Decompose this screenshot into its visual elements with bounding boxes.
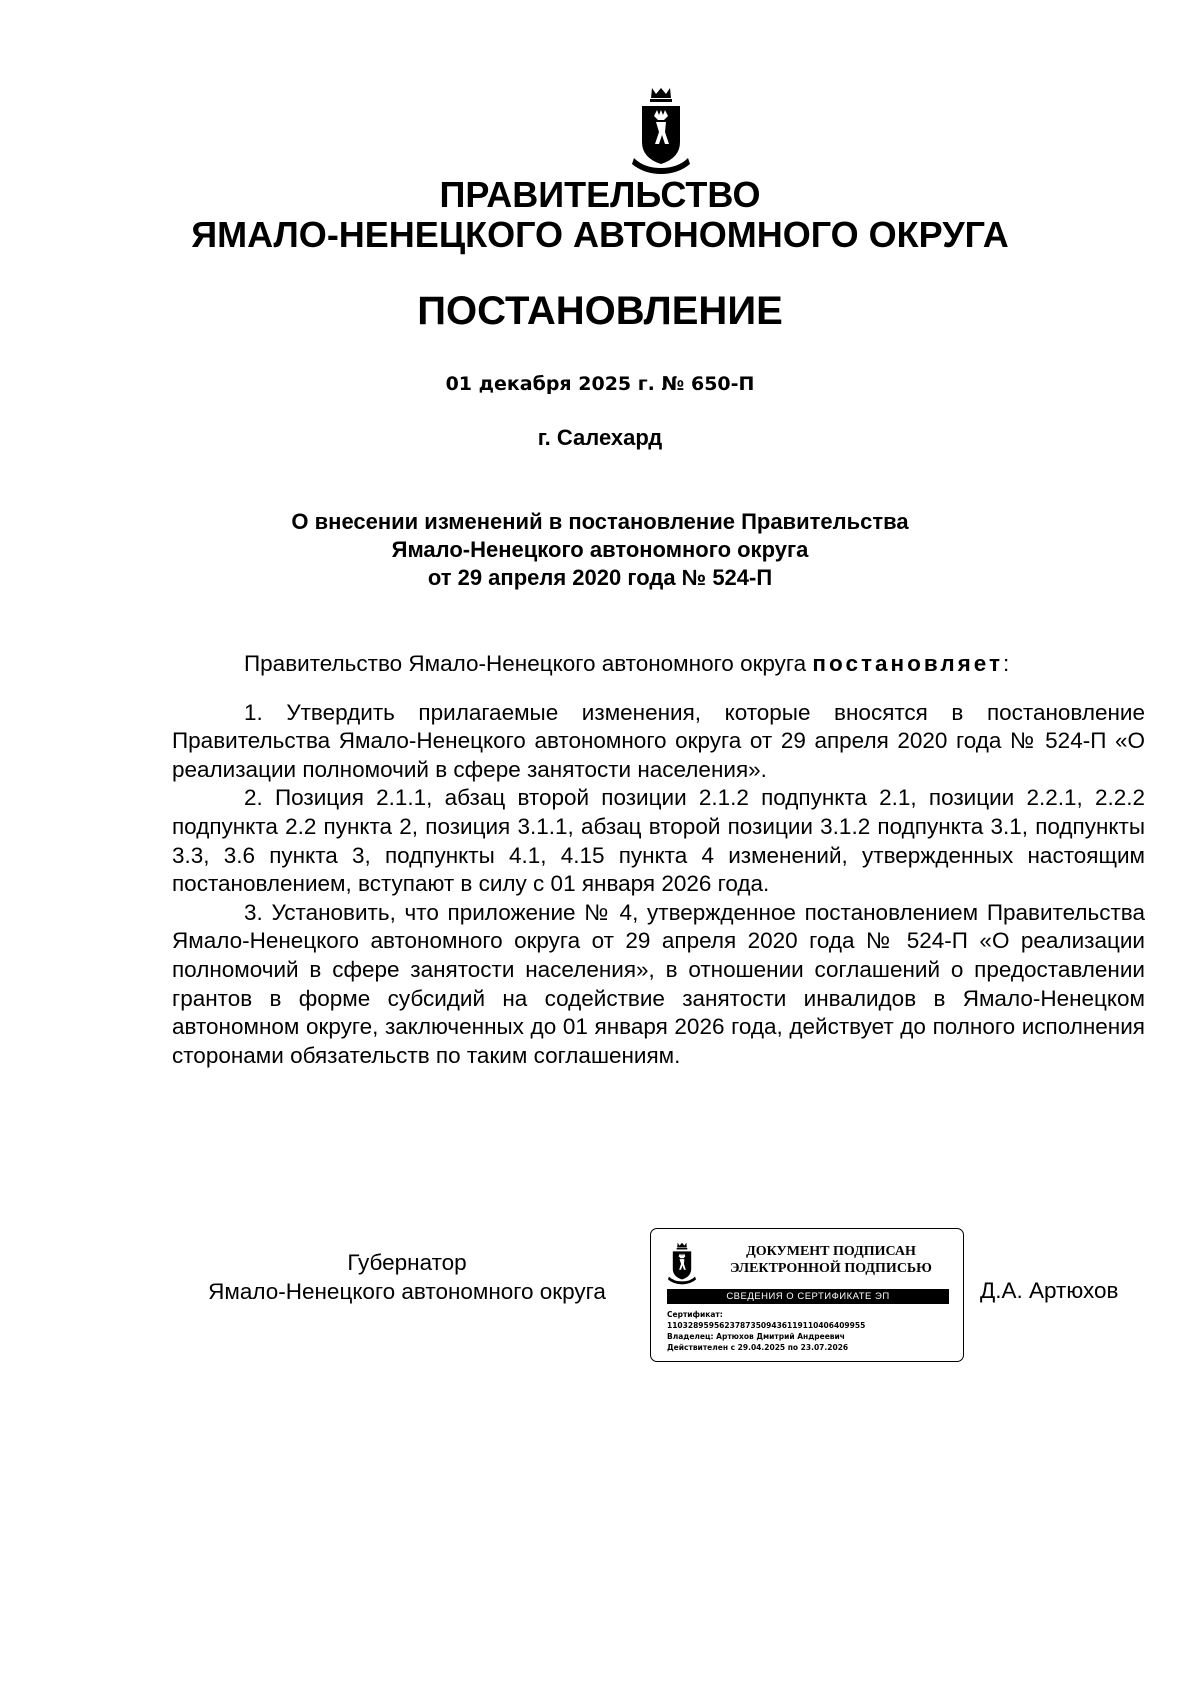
electronic-signature-stamp bbox=[650, 1228, 964, 1362]
coat-of-arms-icon bbox=[630, 86, 692, 178]
document-date-number: 01 декабря 2025 г. № 650-П bbox=[445, 373, 755, 395]
stamp-certificate-bar: СВЕДЕНИЯ О СЕРТИФИКАТЕ ЭП bbox=[667, 1289, 949, 1304]
intro-text: Правительство Ямало-Ненецкого автономного округа bbox=[244, 651, 813, 676]
stamp-title-line2: ЭЛЕКТРОННОЙ ПОДПИСЬЮ bbox=[730, 1261, 932, 1276]
subject-line-1: О внесении изменений в постановление Правительства bbox=[291, 509, 909, 534]
signatory-position-line1: Губернатор bbox=[347, 1250, 467, 1275]
document-subject bbox=[0, 508, 1200, 592]
stamp-certificate-details bbox=[667, 1309, 957, 1353]
stamp-coat-of-arms-icon bbox=[667, 1241, 697, 1287]
stamp-validity: Действителен с 29.04.2025 по 23.07.2026 bbox=[667, 1343, 849, 1352]
stamp-title bbox=[711, 1243, 951, 1277]
subject-line-2: Ямало-Ненецкого автономного округа bbox=[391, 537, 809, 562]
body-item-3: 3. Установить, что приложение № 4, утвержденное постановлением Правительства Ямало-Ненецкого автономного округа от 29 апреля 2020 года № 524-П «О реализации полномочий в сфере занятости населения», в отношении соглашений о предоставлении грантов в форме субсидий на содействие занятости инвалидов в Ямало-Ненецком автономном округе, заключенных до 01 января 2026 года, действует до полного исполнения сторонами обязательств по таким соглашениям. bbox=[172, 899, 1145, 1068]
intro-paragraph bbox=[172, 650, 1145, 679]
org-name-line1: ПРАВИТЕЛЬСТВО bbox=[439, 174, 761, 215]
stamp-cert-number: 11032895956237873509436119110406409955 bbox=[667, 1321, 866, 1330]
intro-verb: постановляет bbox=[812, 651, 1004, 676]
body-item-1: 1. Утвердить прилагаемые изменения, которые вносятся в постановление Правительства Ямало-Ненецкого автономного округа от 29 апреля 2020 года № 524-П «О реализации полномочий в сфере занятости населения». bbox=[172, 699, 1145, 782]
stamp-owner: Владелец: Артюхов Дмитрий Андреевич bbox=[667, 1332, 845, 1341]
body-item-2: 2. Позиция 2.1.1, абзац второй позиции 2.1.2 подпункта 2.1, позиции 2.2.1, 2.2.2 подпункта 2.2 пункта 2, позиция 3.1.1, абзац второй позиции 3.1.2 подпункта 3.1, подпункты 3.3, 3.6 пункта 3, подпункты 4.1, 4.15 пункта 4 изменений, утвержденных настоящим постановлением, вступают в силу с 01 января 2026 года. bbox=[172, 785, 1145, 897]
document-type: ПОСТАНОВЛЕНИЕ bbox=[417, 289, 783, 333]
document-body bbox=[172, 650, 1145, 1070]
stamp-title-line1: ДОКУМЕНТ ПОДПИСАН bbox=[746, 1244, 916, 1259]
org-name-line2: ЯМАЛО-НЕНЕЦКОГО АВТОНОМНОГО ОКРУГА bbox=[191, 214, 1009, 255]
signatory-position-line2: Ямало-Ненецкого автономного округа bbox=[208, 1278, 606, 1304]
document-city: г. Салехард bbox=[537, 425, 663, 450]
stamp-cert-label: Сертификат: bbox=[667, 1310, 723, 1319]
subject-line-3: от 29 апреля 2020 года № 524-П bbox=[427, 565, 773, 590]
signatory-position bbox=[172, 1249, 642, 1306]
intro-end: : bbox=[1003, 651, 1010, 676]
signatory-name: Д.А. Артюхов bbox=[980, 1278, 1119, 1303]
